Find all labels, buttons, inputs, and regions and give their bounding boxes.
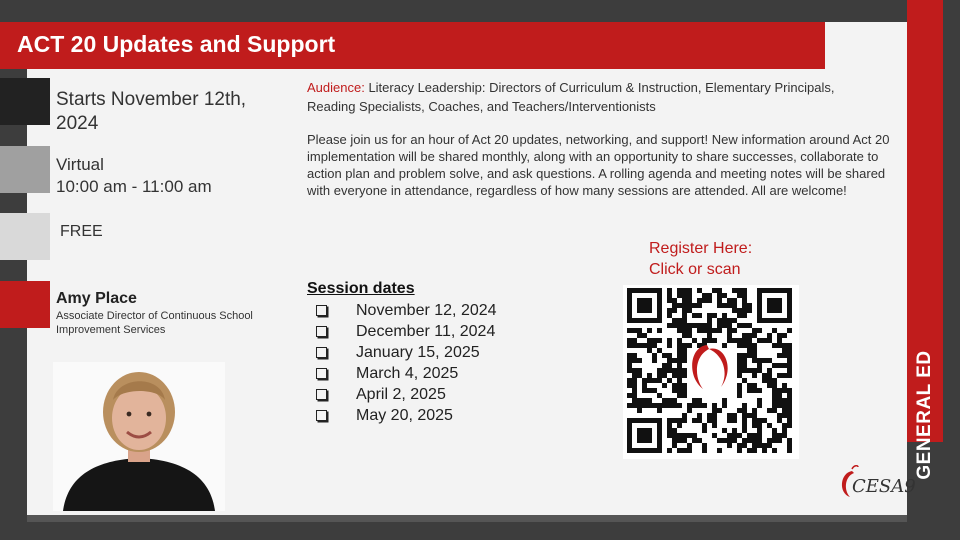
qr-code[interactable] — [623, 285, 799, 459]
decor-block-black — [0, 78, 50, 125]
list-item — [313, 384, 497, 405]
list-item — [313, 405, 497, 426]
checkbox-bullet-icon — [316, 347, 327, 358]
card-shadow — [27, 515, 907, 522]
checkbox-bullet-icon — [316, 305, 327, 316]
page-title: ACT 20 Updates and Support — [17, 31, 336, 57]
session-date: April 2, 2025 — [356, 386, 446, 403]
category-label: GENERAL ED — [914, 350, 935, 480]
list-item — [313, 363, 497, 384]
list-item — [313, 321, 497, 342]
register-link[interactable] — [649, 238, 752, 280]
logo-wordmark: CESA9 — [852, 476, 916, 497]
session-date: January 15, 2025 — [356, 344, 480, 361]
title-bar — [0, 22, 825, 69]
audience-block — [307, 78, 867, 116]
audience-text: Literacy Leadership: Directors of Curriculum & Instruction, Elementary Principals, Reading Specialists, Coaches, and Teachers/Interventionists — [307, 80, 835, 114]
mode: Virtual — [56, 155, 104, 174]
category-bar — [907, 0, 943, 480]
cost: FREE — [60, 223, 103, 240]
description: Please join us for an hour of Act 20 updates, networking, and support! New information around Act 20 implementation will be shared monthly, along with an opportunity to share successes, collaborate to action plan and problem solve, and ask questions. A rolling agenda and meeting notes will be shared with everyone in attendance, regardless of how many sessions are attended. All are welcome! — [307, 132, 890, 198]
session-list — [313, 300, 497, 426]
register-line2: Click or scan — [649, 261, 741, 278]
presenter-name: Amy Place — [56, 290, 137, 307]
decor-block-red — [0, 281, 50, 328]
start-date: Starts November 12th, 2024 — [56, 89, 247, 134]
presenter-title: Associate Director of Continuous School Improvement Services — [56, 310, 253, 336]
list-item — [313, 300, 497, 321]
cesa9-logo — [836, 465, 920, 501]
presenter-photo — [53, 362, 225, 511]
audience-label: Audience: — [307, 80, 365, 95]
checkbox-bullet-icon — [316, 410, 327, 421]
session-time: 10:00 am - 11:00 am — [56, 177, 212, 196]
session-date: December 11, 2024 — [356, 323, 496, 340]
session-date: March 4, 2025 — [356, 365, 459, 382]
decor-block-lightgrey — [0, 213, 50, 260]
session-date: November 12, 2024 — [356, 302, 497, 319]
register-line1: Register Here: — [649, 240, 753, 257]
checkbox-bullet-icon — [316, 389, 327, 400]
decor-block-grey — [0, 146, 50, 193]
list-item — [313, 342, 497, 363]
sessions-title: Session dates — [307, 280, 415, 297]
session-date: May 20, 2025 — [356, 407, 453, 424]
checkbox-bullet-icon — [316, 368, 327, 379]
checkbox-bullet-icon — [316, 326, 327, 337]
